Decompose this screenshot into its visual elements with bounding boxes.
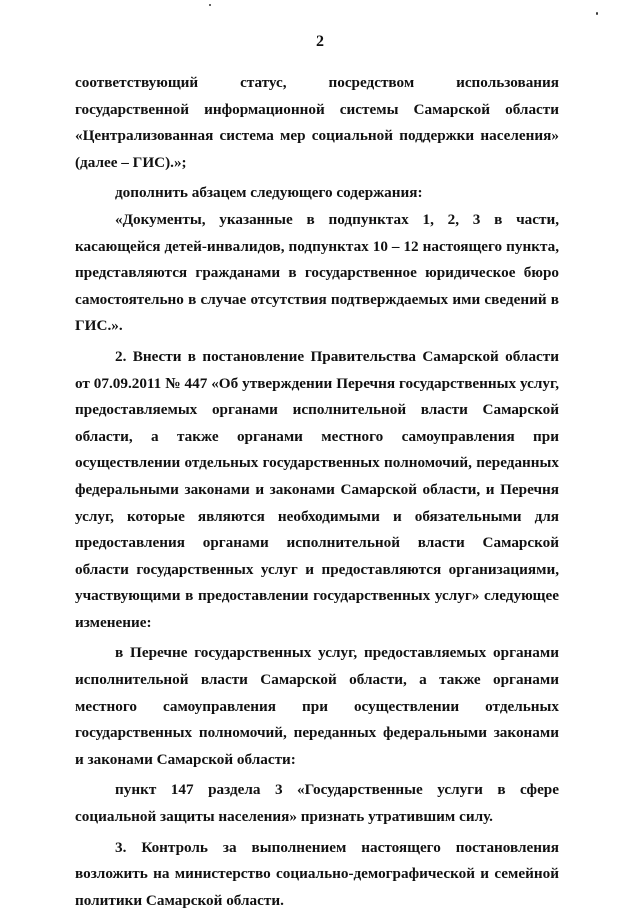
paragraph-services-list: в Перечне государственных услуг, предоставляемых органами исполнительной власти Самарской области, а также органами местного самоуправления при осуществлении отдельных государственных полномочий, переданных федеральными законами и законами Самарской области: — [75, 644, 559, 768]
page-number: 2 — [316, 33, 324, 50]
paragraph-documents-quote: «Документы, указанные в подпунктах 1, 2, 3 в части, касающейся детей-инвалидов, подпунктах 10 – 12 настоящего пункта, представляются гражданами в государственное юридическое бюро самостоятельно в случае отсутствия подтверждаемых ими сведений в ГИС.». — [75, 210, 559, 335]
paragraph-supplement-intro: дополнить абзацем следующего содержания: — [115, 184, 423, 202]
scan-artifact — [209, 4, 211, 6]
paragraph-status-continuation: соответствующий статус, посредством использования государственной информационной системы Самарской области «Централизованная система мер социальной поддержки населения» (далее – ГИС).»; — [75, 74, 559, 171]
paragraph-item-3: 3. Контроль за выполнением настоящего постановления возложить на министерство социально-демографической и семейной политики Самарской области. — [75, 838, 559, 909]
scan-artifact — [596, 12, 598, 15]
document-body — [75, 70, 559, 914]
paragraph-item-2: 2. Внести в постановление Правительства Самарской области от 07.09.2011 № 447 «Об утверждении Перечня государственных услуг, предоставляемых органами исполнительной власти Самарской области, а также органами местного самоуправления при осуществлении отдельных государственных полномочий, переданных федеральными законами и законами Самарской области, и Перечня услуг, которые являются необходимыми и обязательными для предоставления органами исполнительной власти Самарской области государственных услуг и предоставляются организациями, участвующими в предоставлении государственных услуг» следующее изменение: — [75, 347, 559, 631]
paragraph-item-147: пункт 147 раздела 3 «Государственные услуги в сфере социальной защиты населения» признать утратившим силу. — [75, 781, 559, 826]
